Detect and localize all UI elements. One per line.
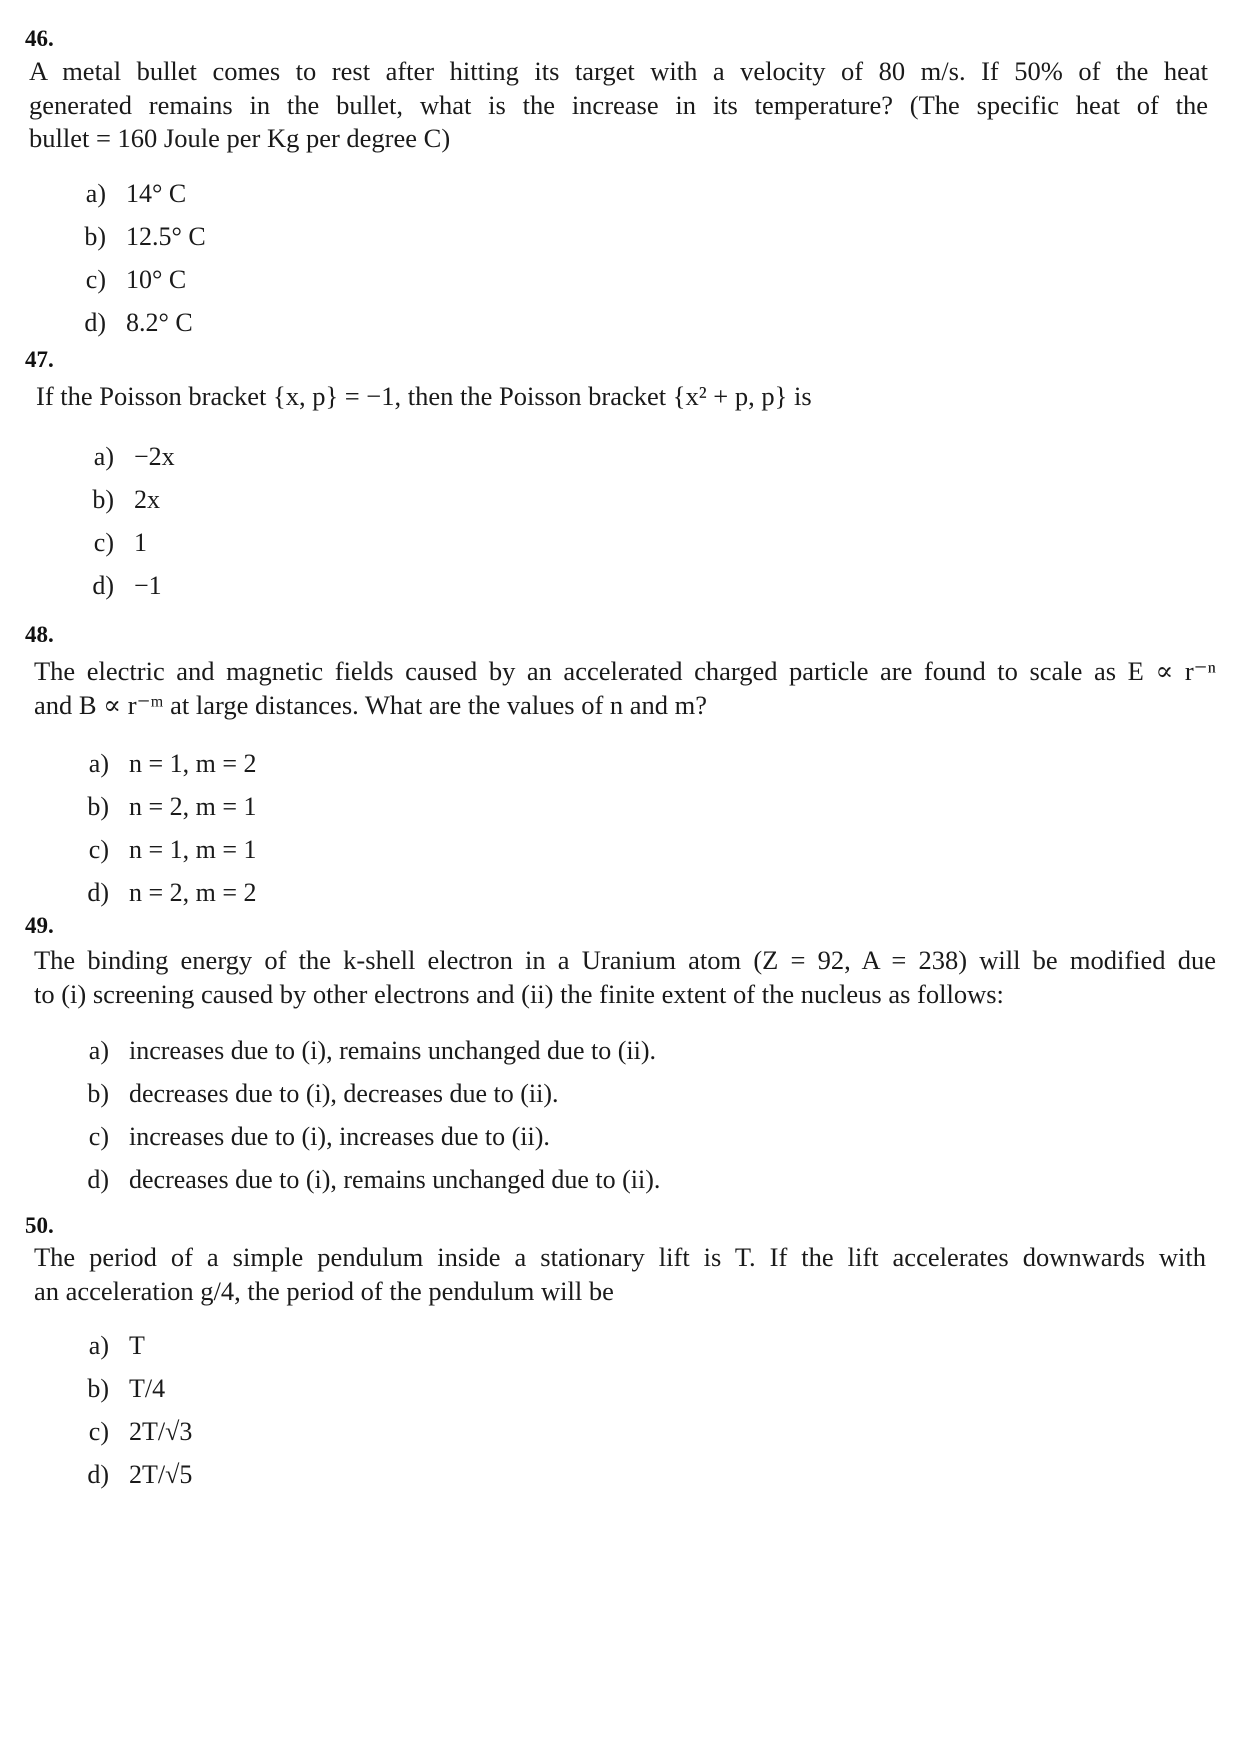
option[interactable] [92, 485, 175, 528]
option-label: a) [88, 749, 109, 778]
option-text: n = 2, m = 1 [129, 792, 257, 821]
option-label: a) [88, 1331, 109, 1360]
option-label: b) [87, 792, 109, 821]
question-line: an acceleration g/4, the period of the pendulum will be [34, 1275, 614, 1306]
question-number: 50. [25, 1213, 54, 1238]
option-label: c) [88, 1417, 109, 1446]
option-label: d) [87, 1165, 109, 1194]
options-list [84, 179, 206, 351]
question-text [36, 380, 1206, 414]
option-label: a) [88, 1036, 109, 1065]
option[interactable] [92, 571, 175, 614]
option-label: b) [92, 485, 114, 514]
option-text: −1 [134, 571, 162, 600]
option-text: 1 [134, 528, 147, 557]
question-text [34, 655, 1216, 722]
option[interactable] [92, 442, 175, 485]
question-text [34, 1241, 1206, 1308]
option-label: d) [92, 571, 114, 600]
option-text: 8.2° C [126, 308, 193, 337]
option-label: d) [87, 1460, 109, 1489]
option-text: decreases due to (i), remains unchanged due to (ii). [129, 1165, 661, 1194]
option-text: 2T/√5 [129, 1460, 193, 1489]
question-line: If the Poisson bracket {x, p} = −1, then the Poisson bracket {x² + p, p} is [36, 381, 812, 411]
option-label: a) [93, 442, 114, 471]
option-label: a) [85, 179, 106, 208]
option[interactable] [87, 878, 257, 921]
question-line: A metal bullet comes to rest after hitting its target with a velocity of 80 m/s. If 50% of the heat [29, 56, 1208, 86]
option-label: c) [85, 265, 106, 294]
question-line: to (i) screening caused by other electrons and (ii) the finite extent of the nucleus as follows: [34, 978, 1004, 1009]
option-label: b) [87, 1374, 109, 1403]
option[interactable] [87, 1374, 192, 1417]
question-number: 46. [25, 26, 54, 51]
option-text: T/4 [129, 1374, 166, 1403]
option[interactable] [84, 179, 206, 222]
question-number: 48. [25, 622, 54, 647]
option[interactable] [87, 1079, 660, 1122]
option[interactable] [87, 1165, 660, 1208]
question-number: 49. [25, 913, 54, 938]
option-label: b) [84, 222, 106, 251]
option[interactable] [87, 1331, 192, 1374]
option-label: c) [93, 528, 114, 557]
option[interactable] [87, 1460, 192, 1503]
question-line: bullet = 160 Joule per Kg per degree C) [29, 123, 451, 153]
option[interactable] [87, 792, 257, 835]
option[interactable] [87, 749, 257, 792]
option-text: n = 1, m = 2 [129, 749, 257, 778]
option-text: 2T/√3 [129, 1417, 193, 1446]
option-text: increases due to (i), remains unchanged due to (ii). [129, 1036, 657, 1065]
question-line: The period of a simple pendulum inside a stationary lift is T. If the lift accelerates downwards with [34, 1242, 1206, 1272]
option-label: c) [88, 835, 109, 864]
option-label: c) [88, 1122, 109, 1151]
option-text: decreases due to (i), decreases due to (ii). [129, 1079, 559, 1108]
question-line: The electric and magnetic fields caused by an accelerated charged particle are found to scale as E ∝ r⁻ⁿ [34, 656, 1216, 686]
option-text: 14° C [126, 179, 187, 208]
option[interactable] [87, 1036, 660, 1079]
option[interactable] [92, 528, 175, 571]
question-text [29, 55, 1208, 156]
option[interactable] [84, 265, 206, 308]
option-text: T [129, 1331, 145, 1360]
option-label: d) [87, 878, 109, 907]
options-list [87, 1331, 192, 1503]
option-label: b) [87, 1079, 109, 1108]
option-text: −2x [134, 442, 175, 471]
option-text: 12.5° C [126, 222, 206, 251]
options-list [87, 1036, 660, 1208]
options-list [87, 749, 257, 921]
question-number: 47. [25, 347, 54, 372]
question-line: The binding energy of the k-shell electron in a Uranium atom (Z = 92, A = 238) will be modified due [34, 945, 1216, 975]
question-line: generated remains in the bullet, what is the increase in its temperature? (The specific heat of the [29, 89, 1208, 120]
option-text: increases due to (i), increases due to (ii). [129, 1122, 550, 1151]
option[interactable] [87, 835, 257, 878]
options-list [92, 442, 175, 614]
option[interactable] [84, 222, 206, 265]
option-text: 10° C [126, 265, 187, 294]
option[interactable] [87, 1122, 660, 1165]
question-line: and B ∝ r⁻ᵐ at large distances. What are the values of n and m? [34, 689, 708, 720]
option[interactable] [87, 1417, 192, 1460]
option-text: 2x [134, 485, 160, 514]
option-text: n = 1, m = 1 [129, 835, 257, 864]
option[interactable] [84, 308, 206, 351]
option-label: d) [84, 308, 106, 337]
question-text [34, 944, 1216, 1011]
option-text: n = 2, m = 2 [129, 878, 257, 907]
